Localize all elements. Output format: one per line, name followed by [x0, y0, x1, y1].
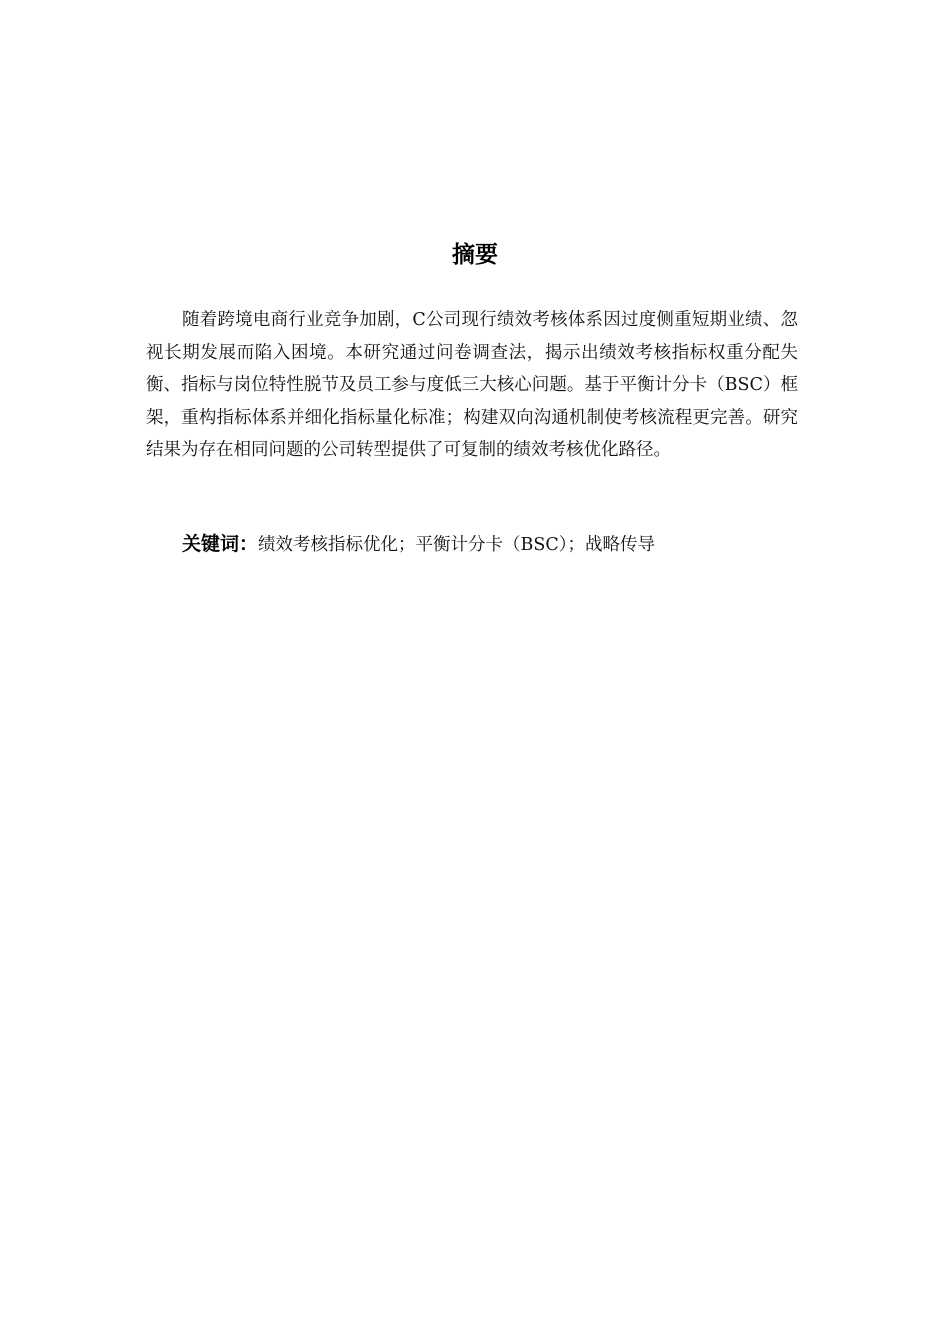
abstract-title: 摘要: [452, 242, 498, 268]
keywords-value: 绩效考核指标优化；平衡计分卡（BSC）；战略传导: [258, 535, 656, 555]
abstract-body: 随着跨境电商行业竞争加剧，C公司现行绩效考核体系因过度侧重短期业绩、忽视长期发展而陷入困境。本研究通过问卷调查法，揭示出绩效考核指标权重分配失衡、指标与岗位特性脱节及员工参与度低三大核心问题。基于平衡计分卡（BSC）框架，重构指标体系并细化指标量化标准；构建双向沟通机制使考核流程更完善。研究结果为存在相同问题的公司转型提供了可复制的绩效考核优化路径。: [146, 310, 798, 461]
keywords-label: 关键词：: [182, 533, 259, 555]
keywords-line: [182, 528, 802, 561]
